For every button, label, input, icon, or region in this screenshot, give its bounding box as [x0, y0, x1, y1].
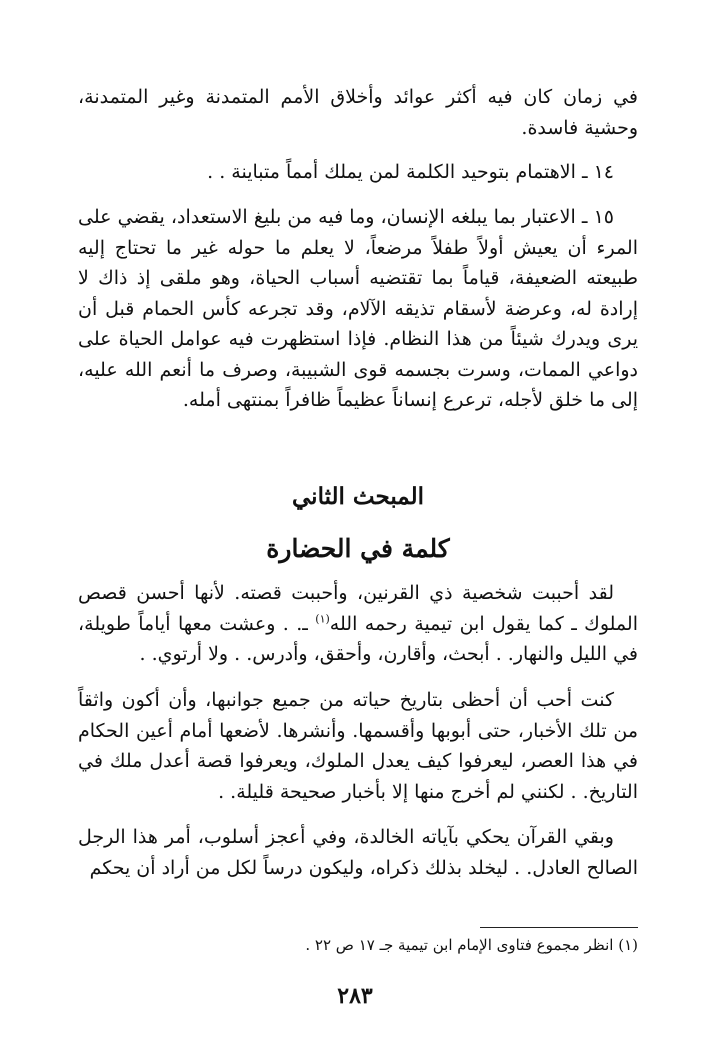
- footnote-reference[interactable]: (١): [315, 612, 330, 626]
- paragraph-text: كنت أحب أن أحظى بتاريخ حياته من جميع جوانبها، وأن أكون واثقاً من تلك الأخبار، حتى أبوبها وأقسمها. وأنشرها. لأضعها أمام أعين الحكام في هذا العصر، ليعرفوا كيف يعدل الملوك، ويعرفوا قصة أعدل ملك في التاريخ. . لكنني لم أخرج منها إلا بأخبار صحيحة قليلة. .: [78, 689, 638, 803]
- paragraph-love-story: [78, 578, 638, 670]
- section-heading: المبحث الثاني: [292, 483, 424, 510]
- section-title: كلمة في الحضارة: [266, 534, 450, 563]
- paragraph-text: في زمان كان فيه أكثر عوائد وأخلاق الأمم المتمدنة وغير المتمدنة، وحشية فاسدة.: [78, 86, 638, 139]
- footnote-divider: [480, 927, 638, 928]
- paragraph-text: ١٥ ـ الاعتبار بما يبلغه الإنسان، وما فيه من بليغ الاستعداد، يقضي على المرء أن يعيش أولاً طفلاً مرضعاً، لا يعلم ما حوله غير ما تحتاج إليه طبيعته الضعيفة، قياماً بما تقتضيه أسباب الحياة، وهو ملقى إذ ذاك لا إرادة له، وعرضة لأسقام تذيقه الآلام، وقد تجرعه كأس الحمام قبل أن يرى ويدرك شيئاً من هذا النظام. فإذا استظهرت فيه عوامل الحياة على دواعي الممات، وسرت بجسمه قوى الشبيبة، وصرف ما أنعم الله عليه، إلى ما خلق لأجله، ترعرع إنساناً عظيماً ظافراً بمنتهى أمله.: [78, 206, 638, 411]
- paragraph-history: [78, 685, 638, 807]
- list-item-14: [78, 157, 638, 188]
- paragraph-text-part: ـ. . وعشت معها أياماً طويلة، في الليل والنهار. . أبحث، وأقارن، وأحقق، وأدرس. . ولا أرتوي. .: [78, 612, 638, 665]
- page-number: ٢٨٣: [337, 983, 373, 1009]
- paragraph-text-part: لقد أحببت شخصية ذي القرنين، وأحببت قصته. لأنها أحسن قصص الملوك ـ كما يقول ابن تيمية رحمه الله: [78, 582, 638, 635]
- footnote: (١) انظر مجموع فتاوى الإمام ابن تيمية جـ ١٧ ص ٢٢ .: [305, 936, 638, 954]
- paragraph-text: وبقي القرآن يحكي بآياته الخالدة، وفي أعجز أسلوب، أمر هذا الرجل الصالح العادل. . ليخلد بذلك ذكراه، وليكون درساً لكل من أراد أن يحكم: [78, 826, 638, 879]
- paragraph-text: ١٤ ـ الاهتمام بتوحيد الكلمة لمن يملك أمماً متباينة . .: [207, 161, 614, 183]
- paragraph-text: [78, 578, 638, 670]
- list-item-15: [78, 202, 638, 416]
- paragraph-intro: [78, 82, 638, 143]
- paragraph-quran: [78, 822, 638, 883]
